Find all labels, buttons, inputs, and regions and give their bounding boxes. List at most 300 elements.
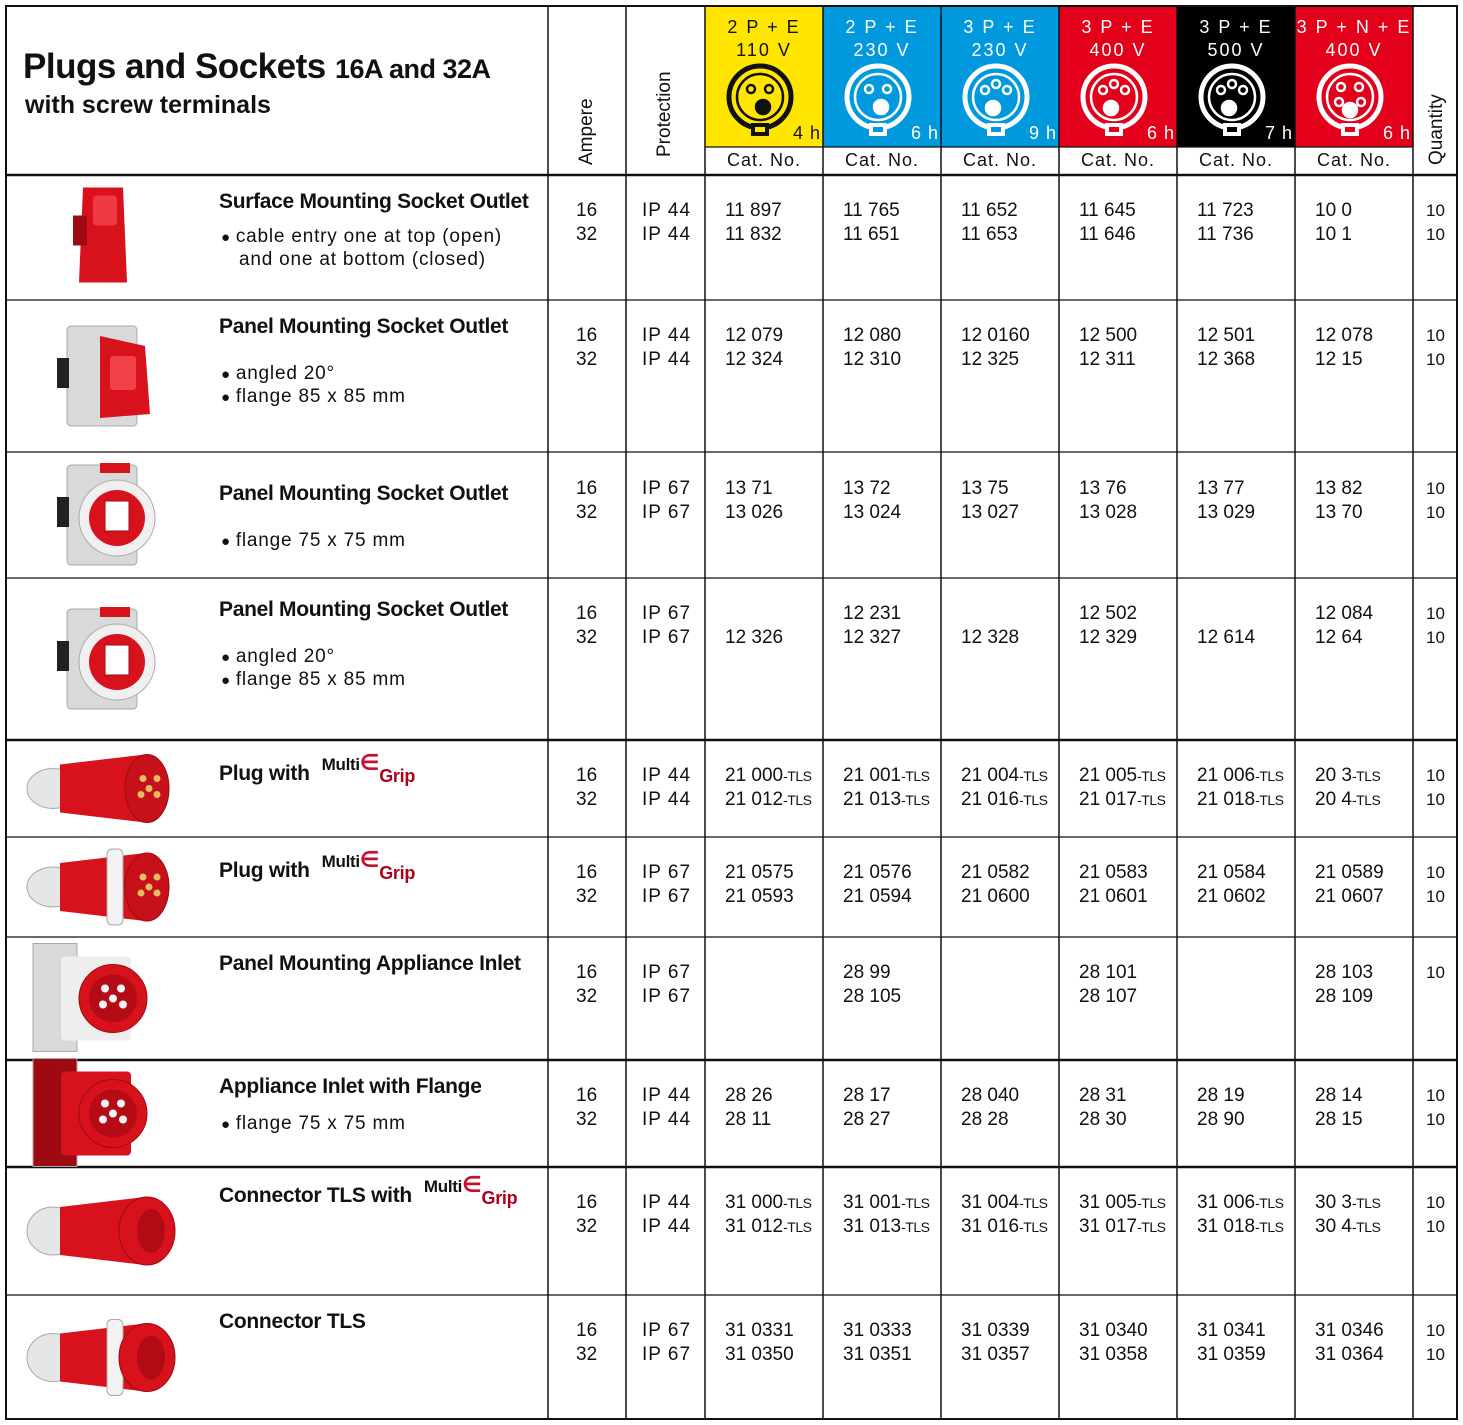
cat-no-value [1315,223,1352,247]
cat-no-suffix: -TLS [783,1219,812,1235]
cat-no-number: 21 000 [725,765,784,786]
logo-arc-icon: ∈ [359,847,380,872]
quantity-value: 10 [1426,350,1445,369]
cat-no-number: 13 026 [725,502,784,523]
cat-no-number: 28 19 [1197,1085,1245,1106]
protection-cell [642,861,691,909]
cat-no-number: 31 000 [725,1192,784,1213]
cat-no-suffix: -TLS [1019,792,1048,808]
cat-no-number: 20 4 [1315,789,1352,810]
cat-no-value [1197,324,1255,348]
cat-no-number: 12 368 [1197,349,1256,370]
product-image-panel-socket-angled [57,326,150,426]
logo-part-grip: Grip [379,766,416,786]
cat-no-value [1079,1215,1165,1239]
cat-no-value [843,223,900,247]
cat-no-number: 31 0331 [725,1320,794,1341]
cat-no-suffix: -TLS [1255,1219,1284,1235]
cat-no-cell [961,199,1018,247]
cat-no-value [1197,1084,1245,1108]
cat-no-value [1197,199,1254,223]
cat-no-value [1315,477,1363,501]
header-protection: Protection [654,71,675,157]
protection-value: IP 67 [642,962,692,983]
cat-no-cell [1315,1319,1384,1367]
cat-no-cell [1315,199,1352,247]
cat-no-value [1197,477,1255,501]
protection-value: IP 67 [642,1320,692,1341]
product-bullet [221,530,406,552]
ampere-cell [576,602,597,650]
cat-no-value [725,626,783,650]
bullet-text: flange 75 x 75 mm [235,530,406,551]
protection-value: IP 44 [642,1216,692,1237]
cat-no-value [961,477,1019,501]
cat-no-value [1079,199,1136,223]
cat-no-value [843,324,901,348]
quantity-value: 10 [1426,887,1445,906]
cat-no-value [1079,602,1137,626]
protection-value: IP 67 [642,886,692,907]
protection-value: IP 44 [642,200,692,221]
cat-no-suffix: -TLS [783,792,812,808]
quantity-value: 10 [1426,503,1445,522]
product-title-text: Panel Mounting Appliance Inlet [219,952,521,975]
quantity-value: 10 [1426,225,1445,244]
cat-no-value [1197,861,1266,885]
cat-no-value [725,788,811,812]
cat-no-cell [1315,324,1373,372]
title-main: Plugs and Sockets [23,47,326,86]
cat-no-number: 28 040 [961,1085,1020,1106]
cat-no-cell [843,199,900,247]
ampere-cell [576,324,597,372]
quantity-value: 10 [1426,326,1445,345]
product-bullet [221,646,335,668]
cat-no-cell [843,961,901,1009]
catalog-table [5,5,1458,1420]
product-bullet [239,249,486,271]
cat-no-cell [725,477,783,525]
ampere-value: 16 [576,603,598,624]
cat-no-cell [843,861,912,909]
bullet-text: and one at bottom (closed) [239,249,486,270]
quantity-value: 10 [1426,1345,1445,1364]
cat-no-suffix: -TLS [1019,768,1048,784]
quantity-cell [1426,861,1445,909]
cat-no-cell [1079,1084,1127,1132]
cat-no-number: 28 28 [961,1109,1009,1130]
cat-no-value [843,788,929,812]
cat-no-number: 31 0357 [961,1344,1030,1365]
cat-no-value [843,764,929,788]
cat-no-value [1197,602,1255,626]
cat-no-number: 11 765 [843,200,900,221]
ampere-value: 32 [576,627,598,648]
product-title [219,1075,482,1099]
quantity-value: 10 [1426,604,1445,623]
cat-no-number: 28 27 [843,1109,891,1130]
quantity-cell [1426,1084,1445,1132]
ampere-value: 16 [576,478,598,499]
cat-no-number: 30 4 [1315,1216,1352,1237]
header-ampere: Ampere [576,98,597,165]
cat-no-number: 12 64 [1315,627,1363,648]
cat-no-cell [843,1084,891,1132]
product-title-text: Plug with [219,762,310,785]
column-poles: 3 P + E [1081,17,1155,37]
cat-no-number: 31 006 [1197,1192,1256,1213]
cat-no-value [1315,861,1384,885]
ampere-value: 16 [576,962,598,983]
cat-no-cell [1315,961,1373,1009]
product-title [219,1310,366,1334]
logo-part-grip: Grip [379,863,416,883]
cat-no-number: 31 0341 [1197,1320,1266,1341]
cat-no-number: 21 0583 [1079,862,1148,883]
cat-no-value [843,348,901,372]
cat-no-number: 31 0358 [1079,1344,1148,1365]
cat-no-value [1079,1108,1127,1132]
cat-no-value [1079,961,1137,985]
cat-no-number: 31 005 [1079,1192,1138,1213]
cat-no-number: 12 0160 [961,325,1030,346]
cat-no-number: 31 013 [843,1216,902,1237]
protection-cell [642,1191,691,1239]
cat-no-number: 11 723 [1197,200,1254,221]
column-poles: 3 P + N + E [1296,17,1412,37]
bullet-text: angled 20° [235,646,335,667]
cat-no-suffix: -TLS [1351,792,1381,808]
column-voltage: 500 V [1207,40,1265,60]
cat-no-cell [1197,199,1254,247]
cat-no-value [1079,477,1137,501]
cat-no-suffix: -TLS [1137,768,1166,784]
cat-no-number: 21 0602 [1197,886,1266,907]
column-hours: 6 h [1147,123,1176,143]
cat-no-number: 21 006 [1197,765,1256,786]
cat-no-value [961,199,1018,223]
ampere-value: 32 [576,789,598,810]
cat-no-value [1079,626,1137,650]
cat-no-cell [961,1319,1030,1367]
quantity-cell [1426,961,1445,1009]
cat-no-value [1315,1215,1380,1239]
ampere-value: 32 [576,1344,598,1365]
column-voltage: 230 V [853,40,911,60]
cat-no-suffix: -TLS [1351,1195,1381,1211]
cat-no-suffix: -TLS [1351,1219,1381,1235]
ampere-cell [576,477,597,525]
quantity-value: 10 [1426,1110,1445,1129]
protection-value: IP 44 [642,789,692,810]
cat-no-cell [843,764,929,812]
cat-no-value [961,1084,1019,1108]
cat-no-value [1315,1191,1380,1215]
cat-no-number: 28 30 [1079,1109,1127,1130]
quantity-cell [1426,1319,1445,1367]
cat-no-cell [1315,1084,1363,1132]
cat-no-value [1315,626,1373,650]
cat-no-value [1315,501,1363,525]
product-image-plug-ip67 [27,849,169,925]
cat-no-cell [1079,602,1137,650]
bullet-dot-icon: ● [221,229,236,246]
cat-no-cell [843,324,901,372]
cat-no-cell [961,324,1030,372]
product-title-text: Panel Mounting Socket Outlet [219,598,509,621]
product-title [219,750,416,786]
cat-no-value [1197,626,1255,650]
ampere-value: 16 [576,325,598,346]
ampere-value: 16 [576,1192,598,1213]
cat-no-number: 31 0359 [1197,1344,1266,1365]
cat-no-number: 21 005 [1079,765,1138,786]
cat-no-number: 21 0582 [961,862,1030,883]
cat-no-cell [843,602,901,650]
cat-no-suffix: -TLS [901,768,930,784]
title-rating: 16A and 32A [334,54,491,84]
cat-no-number: 13 024 [843,502,902,523]
protection-value: IP 44 [642,1085,692,1106]
cat-no-number: 21 0584 [1197,862,1266,883]
quantity-value: 10 [1426,863,1445,882]
cat-no-value [843,199,900,223]
cat-no-suffix: -TLS [783,1195,812,1211]
cat-no-number: 12 501 [1197,325,1256,346]
cat-no-number: 21 012 [725,789,784,810]
cat-no-number: 10 1 [1315,224,1352,245]
protection-value: IP 44 [642,349,692,370]
cat-no-number: 21 0600 [961,886,1030,907]
quantity-value: 10 [1426,628,1445,647]
ampere-value: 32 [576,986,598,1007]
cat-no-number: 21 013 [843,789,902,810]
cat-no-value [725,1343,794,1367]
cat-no-number: 21 0607 [1315,886,1384,907]
cat-no-suffix: -TLS [901,1195,930,1211]
bullet-dot-icon: ● [221,1116,236,1133]
cat-no-value [1079,788,1165,812]
cat-no-cell [725,324,783,372]
cat-no-value [1315,1108,1363,1132]
cat-no-number: 28 17 [843,1085,891,1106]
cat-no-value [1315,985,1373,1009]
cat-no-cell [725,1084,773,1132]
logo-arc-icon: ∈ [359,750,380,775]
protection-cell [642,324,691,372]
logo-part-grip: Grip [481,1188,518,1208]
quantity-value: 10 [1426,479,1445,498]
cat-no-suffix: -TLS [1137,1219,1166,1235]
cat-no-number: 12 500 [1079,325,1138,346]
ampere-cell [576,1319,597,1367]
product-image-panel-socket-ip67-angled [57,607,155,709]
cat-no-cell [1079,324,1137,372]
cat-no-value [1197,1319,1266,1343]
cat-no-value [961,1191,1047,1215]
cat-no-suffix: -TLS [783,768,812,784]
cat-no-number: 12 328 [961,627,1020,648]
cat-no-value [843,1319,912,1343]
cat-no-value [1079,885,1148,909]
cat-no-number: 12 15 [1315,349,1363,370]
bullet-text: flange 75 x 75 mm [235,1113,406,1134]
cat-no-number: 12 084 [1315,603,1374,624]
cat-no-value [1315,788,1380,812]
cat-no-cell [1197,764,1283,812]
cat-no-number: 30 3 [1315,1192,1352,1213]
cat-no-value [725,602,783,626]
column-poles: 2 P + E [845,17,919,37]
ampere-value: 16 [576,765,598,786]
product-title-text: Appliance Inlet with Flange [219,1075,482,1098]
column-hours: 7 h [1265,123,1294,143]
cat-no-value [961,861,1030,885]
cat-no-number: 11 645 [1079,200,1136,221]
cat-no-value [725,861,794,885]
column-voltage: 400 V [1089,40,1147,60]
cat-no-cell [961,1191,1047,1239]
cat-no-value [1197,1215,1283,1239]
product-title-text: Connector TLS with [219,1184,412,1207]
cat-no-cell [961,764,1047,812]
cat-no-number: 28 109 [1315,986,1374,1007]
cat-no-value [843,1343,912,1367]
column-voltage: 230 V [971,40,1029,60]
protection-value: IP 67 [642,862,692,883]
quantity-cell [1426,324,1445,372]
column-cat-no: Cat. No. [726,150,802,170]
cat-no-suffix: -TLS [1137,1195,1166,1211]
product-bullet [221,669,406,691]
product-image-appliance-inlet-flange [33,1059,147,1167]
cat-no-suffix: -TLS [901,1219,930,1235]
cat-no-value [1079,1084,1127,1108]
cat-no-value [1315,324,1373,348]
quantity-cell [1426,199,1445,247]
cat-no-number: 12 325 [961,349,1020,370]
cat-no-number: 12 080 [843,325,902,346]
cat-no-cell [1197,1191,1283,1239]
ampere-value: 32 [576,224,598,245]
cat-no-value [725,324,783,348]
cat-no-value [1315,885,1384,909]
cat-no-number: 11 653 [961,224,1018,245]
cat-no-value [1315,348,1373,372]
cat-no-number: 28 99 [843,962,891,983]
product-title [219,190,529,214]
protection-cell [642,1319,691,1367]
cat-no-cell [843,1319,912,1367]
product-image-panel-socket-ip67 [57,463,155,565]
cat-no-cell [1197,324,1255,372]
cat-no-number: 28 90 [1197,1109,1245,1130]
cat-no-value [725,501,783,525]
product-image-surface-socket [73,188,127,283]
cat-no-cell [725,602,783,650]
ampere-value: 16 [576,200,598,221]
ampere-cell [576,861,597,909]
cat-no-cell [961,1084,1019,1132]
cat-no-number: 12 311 [1079,349,1136,370]
product-bullet [221,386,406,408]
cat-no-number: 12 614 [1197,627,1256,648]
cat-no-cell [1079,861,1148,909]
bullet-text: angled 20° [235,363,335,384]
cat-no-number: 13 76 [1079,478,1127,499]
cat-no-value [843,985,901,1009]
quantity-value: 10 [1426,1193,1445,1212]
cat-no-number: 28 101 [1079,962,1138,983]
cat-no-number: 12 502 [1079,603,1138,624]
product-bullet [221,363,335,385]
column-cat-no: Cat. No. [1198,150,1274,170]
cat-no-number: 12 078 [1315,325,1374,346]
cat-no-value [843,1108,891,1132]
bullet-dot-icon: ● [221,389,236,406]
cat-no-number: 13 028 [1079,502,1138,523]
cat-no-number: 11 646 [1079,224,1136,245]
cat-no-number: 11 652 [961,200,1018,221]
cat-no-number: 12 079 [725,325,784,346]
cat-no-value [961,764,1047,788]
cat-no-number: 11 736 [1197,224,1254,245]
cat-no-value [725,1084,773,1108]
quantity-value: 10 [1426,1086,1445,1105]
cat-no-number: 21 0594 [843,886,912,907]
cat-no-value [961,1319,1030,1343]
cat-no-number: 13 71 [725,478,773,499]
cat-no-value [1079,223,1136,247]
cat-no-value [1315,199,1352,223]
logo-part-multi: Multi [321,755,360,774]
quantity-value: 10 [1426,790,1445,809]
cat-no-value [1079,1191,1165,1215]
cat-no-cell [725,861,794,909]
cat-no-number: 21 001 [843,765,902,786]
cat-no-value [725,1215,811,1239]
cat-no-number: 12 231 [843,603,902,624]
cat-no-number: 31 0350 [725,1344,794,1365]
cat-no-cell [725,1191,811,1239]
cat-no-number: 13 029 [1197,502,1256,523]
quantity-value [1426,985,1445,1009]
cat-no-number: 31 0340 [1079,1320,1148,1341]
cat-no-value [843,861,912,885]
cat-no-cell [1079,199,1136,247]
cat-no-cell [1197,861,1266,909]
protection-cell [642,199,691,247]
cat-no-number: 31 004 [961,1192,1020,1213]
ampere-cell [576,199,597,247]
ampere-value: 16 [576,862,598,883]
cat-no-number: 28 107 [1079,986,1138,1007]
cat-no-suffix: -TLS [1255,792,1284,808]
cat-no-number: 28 31 [1079,1085,1127,1106]
cat-no-number: 21 0576 [843,862,912,883]
protection-value: IP 67 [642,986,692,1007]
bullet-dot-icon: ● [221,533,236,550]
cat-no-value [961,223,1018,247]
cat-no-number: 13 75 [961,478,1009,499]
quantity-value: 10 [1426,1321,1445,1340]
cat-no-value [961,324,1030,348]
cat-no-value [725,1108,773,1132]
cat-no-number: 13 72 [843,478,891,499]
ampere-value: 16 [576,1320,598,1341]
cat-no-value [1315,1084,1363,1108]
